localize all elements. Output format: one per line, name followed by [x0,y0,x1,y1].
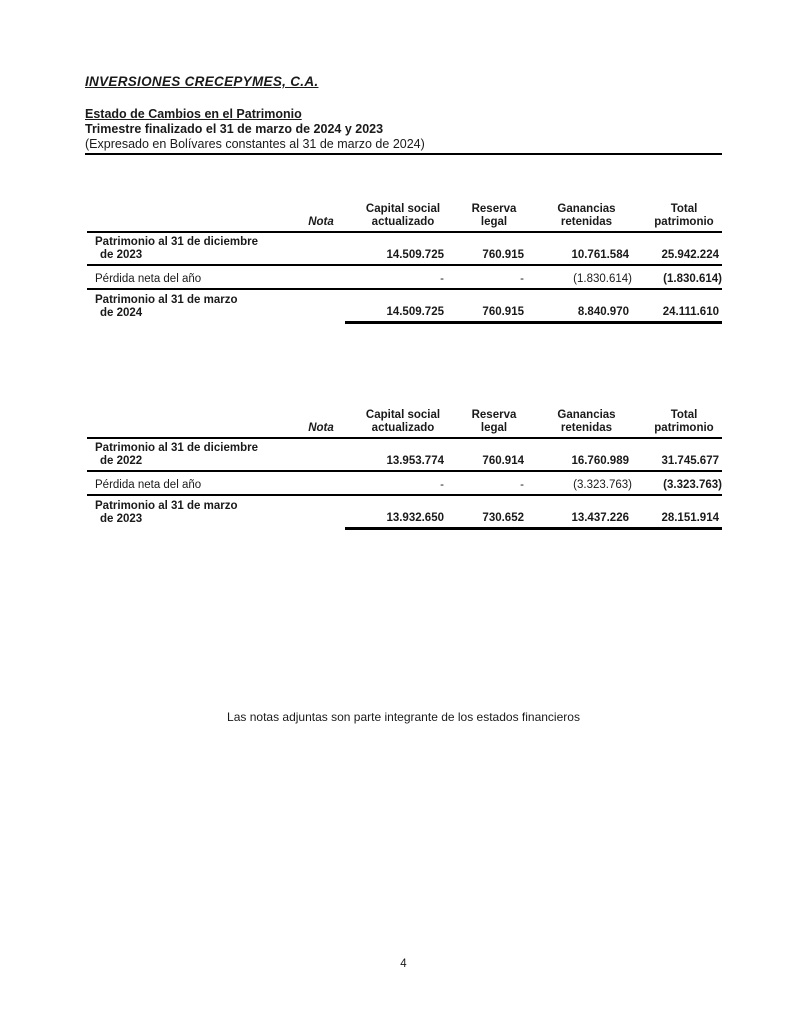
company-name: INVERSIONES CRECEPYMES, C.A. [85,74,319,89]
cell-nota [297,289,345,322]
column-header-ganancias-retenidas: Ganancias retenidas [527,402,632,438]
equity-table-2024 [87,196,722,324]
cell-capital-social: - [345,265,447,289]
cell-reserva-legal: - [447,471,527,495]
table-row [87,495,722,528]
cell-nota [297,232,345,265]
column-header-reserva-legal: Reserva legal [447,402,527,438]
table-row [87,471,722,495]
page-number: 4 [400,958,407,970]
cell-total-patrimonio: (3.323.763) [632,471,722,495]
cell-total-patrimonio: 24.111.610 [632,289,722,322]
table-row [87,438,722,471]
column-header-nota: Nota [297,402,345,438]
column-header-ganancias-retenidas: Ganancias retenidas [527,196,632,232]
column-header-nota: Nota [297,196,345,232]
table-row [87,232,722,265]
cell-capital-social: 14.509.725 [345,232,447,265]
cell-ganancias-retenidas: 13.437.226 [527,495,632,528]
row-label: Pérdida neta del año [87,471,297,495]
cell-reserva-legal: - [447,265,527,289]
cell-total-patrimonio: 28.151.914 [632,495,722,528]
table-row [87,265,722,289]
cell-nota [297,438,345,471]
column-header-reserva-legal: Reserva legal [447,196,527,232]
column-header-empty [87,196,297,232]
footer-note: Las notas adjuntas son parte integrante de los estados financieros [227,710,580,724]
cell-ganancias-retenidas: 16.760.989 [527,438,632,471]
cell-total-patrimonio: (1.830.614) [632,265,722,289]
cell-ganancias-retenidas: (3.323.763) [527,471,632,495]
table-row [87,289,722,322]
cell-nota [297,265,345,289]
document-header [85,74,722,155]
cell-capital-social: 13.953.774 [345,438,447,471]
statement-period: Trimestre finalizado el 31 de marzo de 2024 y 2023 [85,122,384,136]
column-header-total-patrimonio: Total patrimonio [632,402,722,438]
cell-ganancias-retenidas: 8.840.970 [527,289,632,322]
table-header-row [87,196,722,232]
column-header-capital-social: Capital social actualizado [345,196,447,232]
equity-table-2024-wrapper [87,196,722,324]
row-label: Patrimonio al 31 de diciembre de 2023 [87,232,297,265]
currency-note: (Expresado en Bolívares constantes al 31 de marzo de 2024) [85,137,722,155]
row-label: Pérdida neta del año [87,265,297,289]
cell-capital-social: - [345,471,447,495]
cell-reserva-legal: 760.915 [447,232,527,265]
row-label: Patrimonio al 31 de marzo de 2023 [95,500,238,525]
row-label: Patrimonio al 31 de marzo de 2024 [95,294,238,319]
column-header-total-patrimonio: Total patrimonio [632,196,722,232]
cell-capital-social: 13.932.650 [345,495,447,528]
row-label: Patrimonio al 31 de diciembre de 2022 [87,438,297,471]
cell-ganancias-retenidas: (1.830.614) [527,265,632,289]
column-header-empty [87,402,297,438]
cell-total-patrimonio: 31.745.677 [632,438,722,471]
cell-ganancias-retenidas: 10.761.584 [527,232,632,265]
cell-reserva-legal: 760.914 [447,438,527,471]
cell-nota [297,495,345,528]
cell-capital-social: 14.509.725 [345,289,447,322]
equity-table-2023-wrapper [87,402,722,530]
cell-total-patrimonio: 25.942.224 [632,232,722,265]
equity-table-2023 [87,402,722,530]
column-header-capital-social: Capital social actualizado [345,402,447,438]
table-header-row [87,402,722,438]
cell-reserva-legal: 730.652 [447,495,527,528]
cell-nota [297,471,345,495]
cell-reserva-legal: 760.915 [447,289,527,322]
statement-title: Estado de Cambios en el Patrimonio [85,107,302,121]
